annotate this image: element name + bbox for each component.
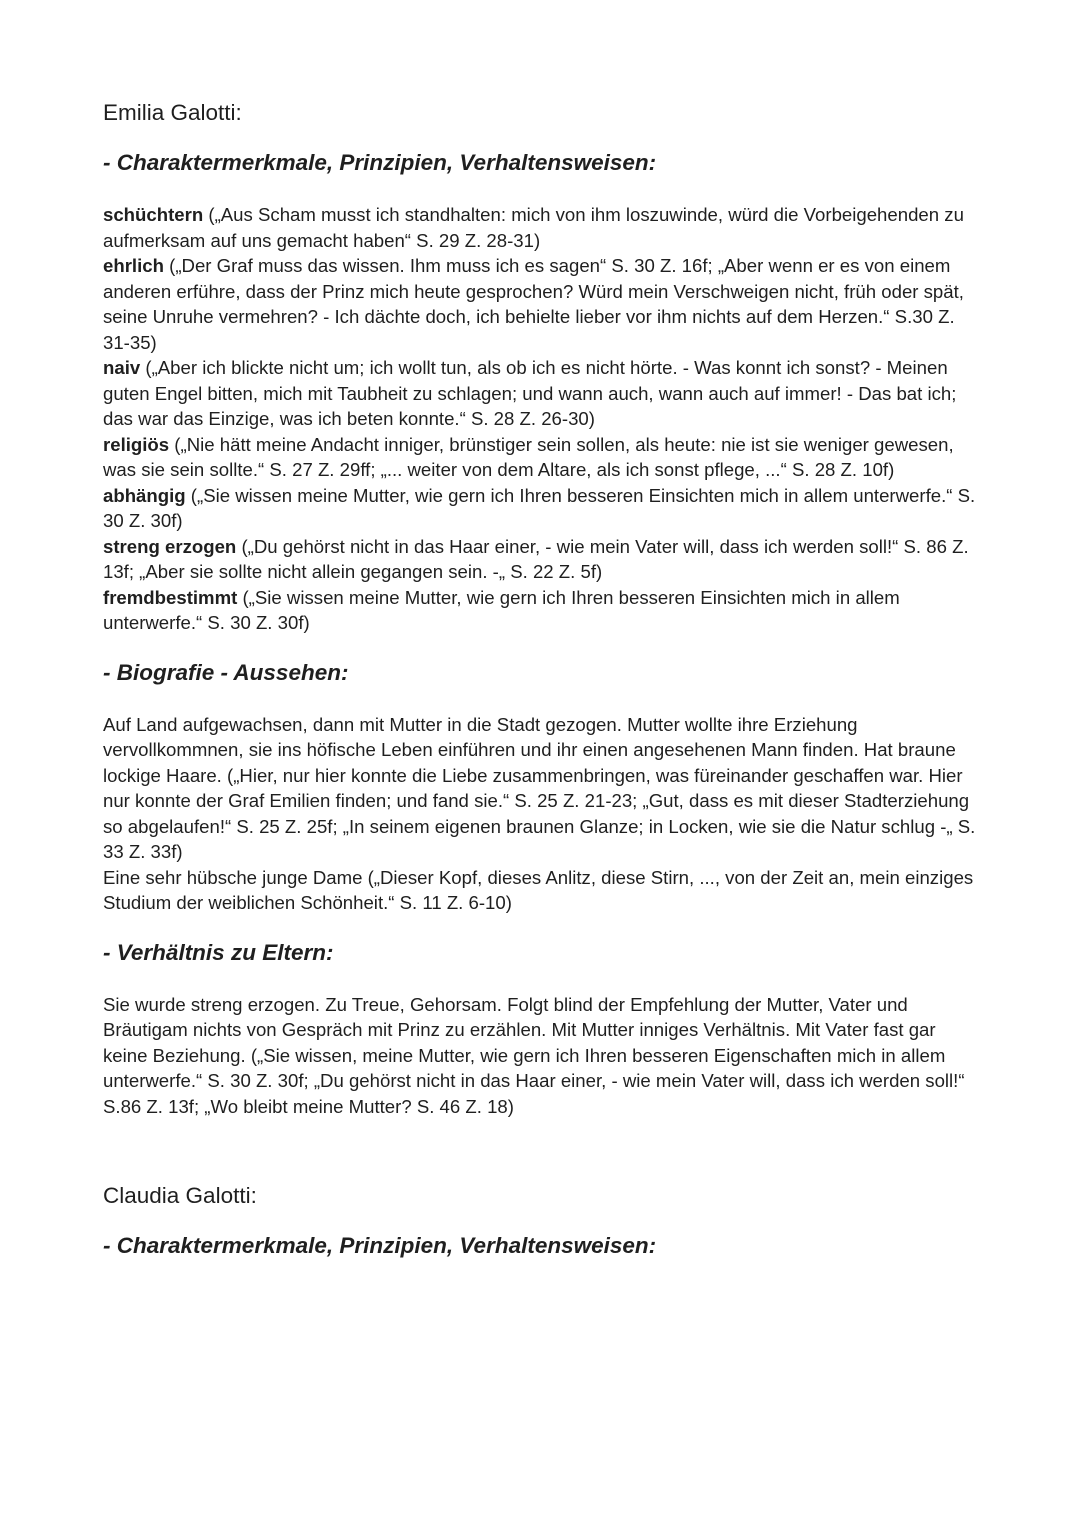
section-heading-biography: - Biografie - Aussehen: — [103, 659, 349, 685]
trait-entry — [103, 585, 980, 636]
section-heading-parents: - Verhältnis zu Eltern: — [103, 939, 334, 965]
trait-term: abhängig — [103, 484, 186, 506]
trait-evidence: („Der Graf muss das wissen. Ihm muss ich es sagen“ S. 30 Z. 16f; „Aber wenn er es von einem anderen erführe, dass der Prinz mich heute gesprochen? Würd mein Verschweigen nicht, früh oder spät, seine Unruhe vermehren? - Ich dächte doch, ich behielte lieber vor ihm nichts auf dem Herzen.“ S.30 Z. 31-35) — [103, 255, 964, 353]
appearance-paragraph: Eine sehr hübsche junge Dame („Dieser Kopf, dieses Anlitz, diese Stirn, ..., von der Zeit an, mein einziges Studium der weiblichen Schönheit.“ S. 11 Z. 6-10) — [103, 866, 974, 913]
trait-entry — [103, 355, 980, 432]
trait-term: fremdbestimmt — [103, 586, 238, 608]
trait-term: naiv — [103, 357, 141, 378]
trait-entry — [103, 253, 980, 355]
trait-evidence: („Nie hätt meine Andacht inniger, brünstiger sein sollen, als heute: nie ist sie weniger gewesen, was sie sein sollte.“ S. 27 Z. 29ff; „... weiter von dem Altare, als ich sonst pflege, ...“ S. 28 Z. 10f) — [103, 433, 954, 480]
character-title-emilia: Emilia Galotti: — [103, 100, 242, 125]
trait-evidence: („Sie wissen meine Mutter, wie gern ich Ihren besseren Einsichten mich in allem unterwerfe.“ S. 30 Z. 30f) — [103, 484, 976, 531]
trait-evidence: („Aber ich blickte nicht um; ich wollt tun, als ob ich es nicht hörte. - Was konnt ich sonst? - Meinen guten Engel bitten, mich mit Taubheit zu schlagen; und wann auch, wann auch auf immer! - Das bat ich; das war das Einzige, was ich beten konnte.“ S. 28 Z. 26-30) — [103, 357, 957, 429]
trait-entry — [103, 534, 980, 585]
trait-entry — [103, 483, 980, 534]
biography-paragraph: Auf Land aufgewachsen, dann mit Mutter in die Stadt gezogen. Mutter wollte ihre Erziehung vervollkommnen, sie ins höfische Leben einführen und ihr einen angesehenen Mann finden. Hat braune lockige Haare. („Hier, nur hier konnte die Liebe zusammenbringen, was füreinander geschaffen war. Hier nur konnte der Graf Emilien finden; und fand sie.“ S. 25 Z. 21-23; „Gut, dass es mit dieser Stadterziehung so abgelaufen!“ S. 25 Z. 25f; „In seinem eigenen braunen Glanze; in Locken, wie sie die Natur schlug -„ S. 33 Z. 33f) — [103, 713, 976, 862]
trait-term: schüchtern — [103, 204, 204, 225]
trait-term: streng erzogen — [103, 535, 237, 557]
trait-term: religiös — [103, 433, 170, 455]
trait-entry — [103, 202, 980, 253]
parents-paragraph: Sie wurde streng erzogen. Zu Treue, Gehorsam. Folgt blind der Empfehlung der Mutter, Vater und Bräutigam nichts von Gespräch mit Prinz zu erzählen. Mit Mutter inniges Verhältnis. Mit Vater fast gar keine Beziehung. („Sie wissen, meine Mutter, wie gern ich Ihren besseren Eigenschaften mich in allem unterwerfe.“ S. 30 Z. 30f; „Du gehörst nicht in das Haar einer, - wie mein Vater will, dass ich werden soll!“ S.86 Z. 13f; „Wo bleibt meine Mutter? S. 46 Z. 18) — [103, 993, 965, 1117]
trait-evidence: („Du gehörst nicht in das Haar einer, - wie mein Vater will, dass ich werden soll!“ S. 86 Z. 13f; „Aber sie sollte nicht allein gegangen sein. -„ S. 22 Z. 5f) — [103, 535, 969, 582]
section-heading-traits: - Charaktermerkmale, Prinzipien, Verhaltensweisen: — [103, 150, 657, 175]
trait-evidence: („Sie wissen meine Mutter, wie gern ich Ihren besseren Einsichten mich in allem unterwerfe.“ S. 30 Z. 30f) — [103, 586, 900, 633]
biography-block — [103, 712, 980, 916]
character-title-claudia: Claudia Galotti: — [103, 1183, 257, 1208]
section-heading-claudia-traits: - Charaktermerkmale, Prinzipien, Verhaltensweisen: — [103, 1233, 657, 1258]
trait-term: ehrlich — [103, 255, 164, 276]
trait-entry — [103, 432, 980, 483]
trait-list — [103, 202, 980, 636]
spacer — [103, 1141, 980, 1181]
trait-evidence: („Aus Scham musst ich standhalten: mich von ihm loszuwinde, würd die Vorbeigehenden zu aufmerksam auf uns gemacht haben“ S. 29 Z. 28-31) — [103, 204, 964, 251]
